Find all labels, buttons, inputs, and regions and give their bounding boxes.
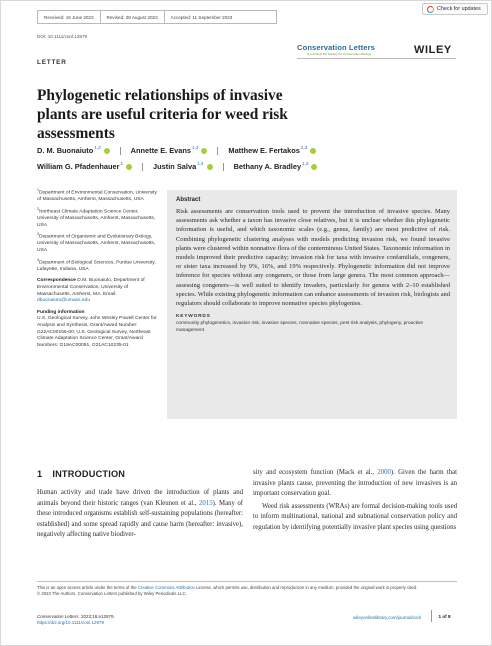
section-title: INTRODUCTION (52, 469, 126, 479)
citation-link[interactable]: 2015 (199, 499, 213, 507)
footer-divider (37, 581, 457, 582)
accepted-date: Accepted: 11 September 2023 (170, 14, 233, 20)
article-type: LETTER (37, 59, 67, 66)
citation-link[interactable]: 2000 (377, 469, 391, 476)
article-title: Phylogenetic relationships of invasive plants are useful criteria for weed risk assessments (37, 87, 288, 142)
author-separator (223, 163, 224, 171)
check-updates-label: Check for updates (437, 6, 481, 12)
journal-name: Conservation Letters (297, 43, 375, 52)
body-column-left: Human activity and trade have driven the introduction of plants and animals beyond their historic ranges (van Kleunen et al., 2015). Many of these introduced organisms establish self-sustaining populations (hereafter: established) and some spread rapidly and cause harm (hereafter: invasive), negatively affecting native biodiver- (37, 489, 243, 539)
doi-link[interactable]: https://doi.org/10.1111/conl.12979 (37, 620, 105, 625)
correspondence-heading: Correspondence (37, 278, 76, 284)
revised-date: Revised: 28 August 2023 (101, 11, 165, 23)
license-link[interactable]: Creative Commons Attribution (137, 585, 195, 590)
orcid-icon[interactable] (310, 148, 316, 154)
orcid-icon[interactable] (126, 164, 132, 170)
orcid-icon[interactable] (201, 148, 207, 154)
affiliations-column (37, 187, 157, 349)
orcid-icon[interactable] (311, 164, 317, 170)
affiliation: $^4$Department of Biological Sciences, Purdue University, Lafayette, Indiana, USA (37, 257, 156, 272)
funding-information (37, 310, 157, 350)
paragraph: Weed risk assessments (WRAs) are formal decision-making tools used to inform multinational, national and subnational conservation policy and regulation by identifying potentially invasive plant species using questions (253, 502, 457, 531)
author[interactable]: Bethany A. Bradley $^{1,2}$ (234, 159, 318, 175)
author-separator (142, 163, 143, 171)
journal-website-link[interactable]: wileyonlinelibrary.com/journal/conl (353, 615, 421, 620)
correspondence-email-link[interactable]: dbuonaiuto@umass.edu (37, 298, 91, 304)
affiliation: $^2$Northeast Climate Adaptation Science Center, University of Massachusetts, Amherst, Massachusetts, USA (37, 206, 156, 228)
journal-logo (297, 43, 379, 59)
affiliation: $^1$Department of Environmental Conservation, University of Massachusetts, Amherst, Massachusetts, USA (37, 188, 157, 203)
license-notice: This is an open access article under the terms of the Creative Commons Attribution License, which permits use, distribution and reproduction in any medium, provided the original work is properly cited. © 2023 The Authors. Conservation Letters published by Wiley Periodicals LLC. (37, 585, 418, 596)
journal-subtitle: A journal of the Society for Conservation Biology (307, 52, 372, 56)
article-doi[interactable]: DOI: 10.1111/conl.12979 (37, 34, 88, 39)
funding-heading: Funding information (37, 309, 85, 315)
copyright-notice: © 2023 The Authors. Conservation Letters published by Wiley Periodicals LLC. (37, 591, 187, 596)
author[interactable]: William G. Pfadenhauer $^1$ (37, 159, 132, 175)
author-separator (120, 147, 121, 155)
check-for-updates-button[interactable] (422, 3, 488, 15)
keywords-list: community phylogenetics, invasion risk, invasive species, nonnative species, pest risk analysis, phylogeny, proactive management (176, 321, 424, 333)
publisher-logo: WILEY (414, 44, 452, 56)
author[interactable]: D. M. Buonaiuto $^{1,2}$ (37, 143, 110, 159)
author[interactable]: Matthew E. Fertakos $^{2,3}$ (228, 143, 316, 159)
orcid-icon[interactable] (207, 164, 213, 170)
received-date: Received: 16 June 2023 (38, 11, 101, 23)
author[interactable]: Justin Salva $^{1,4}$ (153, 159, 213, 175)
affiliation: $^3$Department of Organismic and Evolutionary Biology, University of Massachusetts, Amherst, Massachusetts, USA (37, 232, 156, 254)
page-number: 1 of 8 (431, 610, 457, 622)
correspondence-text: D.M. Buonaiuto, Department of Environmental Conservation, University of Massachusetts, Amherst, MA. Email: (37, 278, 145, 297)
introduction-heading (37, 469, 125, 479)
check-updates-icon (427, 6, 434, 13)
abstract-heading: Abstract (176, 197, 201, 203)
author[interactable]: Annette E. Evans $^{1,2}$ (131, 143, 208, 159)
abstract-body: Risk assessments are conservation tools used to prevent the introduction of invasive species. Many assessments ask whether a taxon has invasive close relatives, but it is unclear whether this phylogenetic information is useful, and which taxonomic scales (e.g., genus, family) are most predictive of risk. Combining phylogenetic clustering analyses with models predicting invasion risk, we found invasive plants were clustered within nonnative flora of the conterminous United States. Taxonomic information in models improved their predictive capacity; invasion risk for taxa with invasive confamilials, congeners, or sister taxa increased by 9%, 16%, and 19% respectively. Phylogenetic information did not improve inference for species without any congeners, or those from large genera. The most common approach—assessing congeners—is well suited to identify invaders, particularly for genera with 2–10 established species. While existing phylogenetic information can enhance assessments of invasion risk, biologists and regulators should collaborate to improve nonnative species phylogenies. (176, 208, 450, 308)
orcid-icon[interactable] (104, 148, 110, 154)
correspondence (37, 278, 157, 304)
header-divider (297, 58, 456, 59)
keywords-heading: KEYWORDS (176, 314, 211, 320)
author-list (37, 143, 457, 175)
body-column-right: sity and ecosystem function (Mack et al., 2000). Given the harm that invasive plants cause, preventing the introduction of new invasives is an important conservation goal. Weed risk assessments (WRAs) are formal decision-making tools used to inform multinational, national and subnational conservation policy and regulation by identifying potentially invasive plant species using questions (253, 468, 457, 534)
citation-info: Conservation Letters. 2023;16:e12979. https://doi.org/10.1111/conl.12979 (37, 614, 115, 625)
author-separator (217, 147, 218, 155)
funding-text: U.S. Geological Survey, John Wesley Powell Center for Analysis and Synthesis, Grant/Award Number: G22AC00156-00; U.S. Geological Survey, Northeast Climate Adaptation Science Center, Grant/Award Numbers: G19AC00091, G21AC10235-01 (37, 316, 157, 348)
article-dates (37, 10, 277, 24)
section-number: 1 (37, 469, 43, 479)
abstract-box (167, 190, 457, 419)
